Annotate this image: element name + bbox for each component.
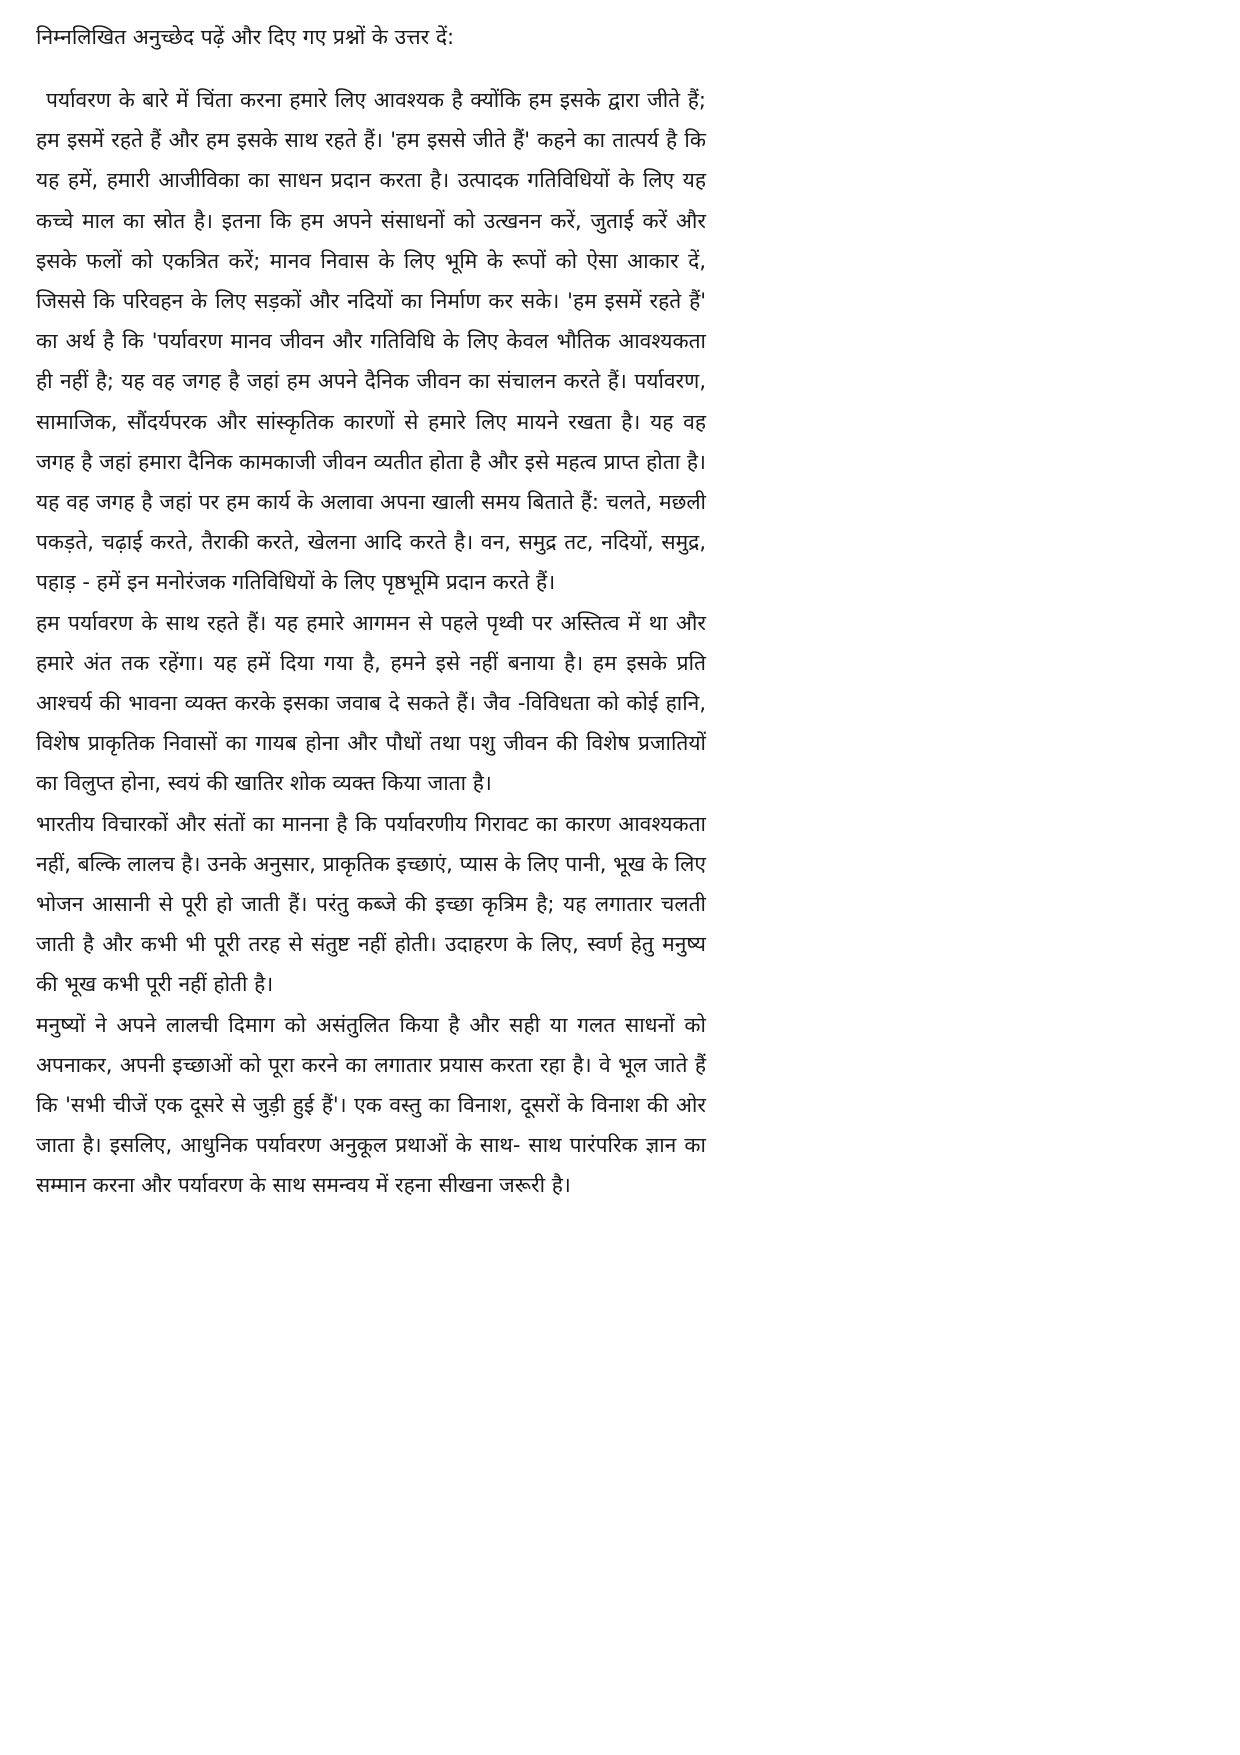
paragraph-3: भारतीय विचारकों और संतों का मानना है कि पर्यावरणीय गिरावट का कारण आवश्यकता नहीं, बल्कि लालच है। उनके अनुसार, प्राकृतिक इच्छाएं, प्यास के लिए पानी, भूख के लिए भोजन आसानी से पूरी हो जाती हैं। परंतु कब्जे की इच्छा कृत्रिम है; यह लगातार चलती जाती है और कभी भी पूरी तरह से संतुष्ट नहीं होती। उदाहरण के लिए, स्वर्ण हेतु मनुष्य की भूख कभी पूरी नहीं होती है।	[36, 811, 706, 997]
instruction-heading: निम्नलिखित अनुच्छेद पढ़ें और दिए गए प्रश्नों के उत्तर दें:	[36, 25, 455, 49]
paragraph-4: मनुष्यों ने अपने लालची दिमाग को असंतुलित किया है और सही या गलत साधनों को अपनाकर, अपनी इच्छाओं को पूरा करने का लगातार प्रयास करता रहा है। वे भूल जाते हैं कि 'सभी चीजें एक दूसरे से जुड़ी हुई हैं'। एक वस्तु का विनाश, दूसरों के विनाश की ओर जाता है। इसलिए, आधुनिक पर्यावरण अनुकूल प्रथाओं के साथ- साथ पारंपरिक ज्ञान का सम्मान करना और पर्यावरण के साथ समन्वय में रहना सीखना जरूरी है।	[36, 1012, 706, 1198]
paragraph-1: पर्यावरण के बारे में चिंता करना हमारे लिए आवश्यक है क्योंकि हम इसके द्वारा जीते हैं; हम इसमें रहते हैं और हम इसके साथ रहते हैं। 'हम इससे जीते हैं' कहने का तात्पर्य है कि यह हमें, हमारी आजीविका का साधन प्रदान करता है। उत्पादक गतिविधियों के लिए यह कच्चे माल का स्रोत है। इतना कि हम अपने संसाधनों को उत्खनन करें, जुताई करें और इसके फलों को एकत्रित करें; मानव निवास के लिए भूमि के रूपों को ऐसा आकार दें, जिससे कि परिवहन के लिए सड़कों और नदियों का निर्माण कर सके। 'हम इसमें रहते हैं' का अर्थ है कि 'पर्यावरण मानव जीवन और गतिविधि के लिए केवल भौतिक आवश्यकता ही नहीं है; यह वह जगह है जहां हम अपने दैनिक जीवन का संचालन करते हैं। पर्यावरण, सामाजिक, सौंदर्यपरक और सांस्कृतिक कारणों से हमारे लिए मायने रखता है। यह वह जगह है जहां हमारा दैनिक कामकाजी जीवन व्यतीत होता है और इसे महत्व प्राप्त होता है। यह वह जगह है जहां पर हम कार्य के अलावा अपना खाली समय बिताते हैं: चलते, मछली पकड़ते, चढ़ाई करते, तैराकी करते, खेलना आदि करते है। वन, समुद्र तट, नदियों, समुद्र, पहाड़ - हमें इन मनोरंजक गतिविधियों के लिए पृष्ठभूमि प्रदान करते हैं।	[36, 88, 706, 595]
paragraph-2: हम पर्यावरण के साथ रहते हैं। यह हमारे आगमन से पहले पृथ्वी पर अस्तित्व में था और हमारे अंत तक रहेंगा। यह हमें दिया गया है, हमने इसे नहीं बनाया है। हम इसके प्रति आश्चर्य की भावना व्यक्त करके इसका जवाब दे सकते हैं। जैव -विविधता को कोई हानि, विशेष प्राकृतिक निवासों का गायब होना और पौधों तथा पशु जीवन की विशेष प्रजातियों का विलुप्त होना, स्वयं की खातिर शोक व्यक्त किया जाता है।	[36, 610, 706, 796]
document-page	[36, 20, 706, 1206]
